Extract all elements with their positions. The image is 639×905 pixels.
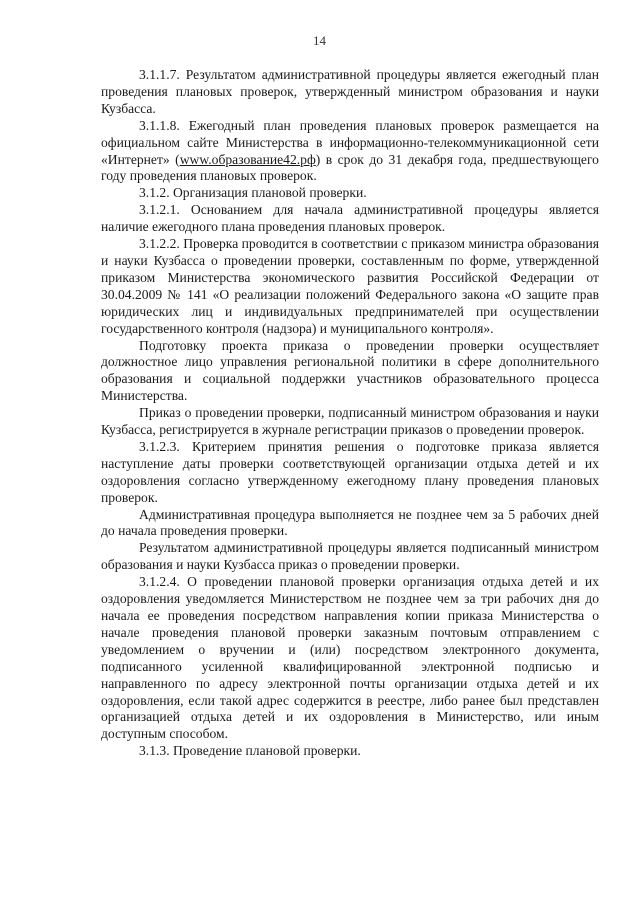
paragraph-text: 3.1.1.8. Ежегодный план проведения плановых проверок размещается на официальном сайте Министерства в информационно-телекоммуникационной сети «Интернет» ( <box>101 117 599 167</box>
website-link[interactable]: www.образование42.рф <box>179 151 316 167</box>
paragraph-text: ) в срок до 31 декабря года, предшествующего году проведения плановых проверок. <box>101 151 599 184</box>
paragraph-order-preparation: Подготовку проекта приказа о проведении проверки осуществляет должностное лицо управления региональной политики в сфере дополнительного образования и социальной поддержки участников образовательного процесса Министерства. <box>101 337 599 404</box>
document-body <box>101 67 599 760</box>
section-heading-3-1-3: 3.1.3. Проведение плановой проверки. <box>139 743 361 759</box>
paragraph-3-1-2-2: 3.1.2.2. Проверка проводится в соответствии с приказом министра образования и науки Кузбасса о проведении проверки, составленным по форме, утвержденной приказом Министерства экономического развития Российской Федерации от 30.04.2009 № 141 «О реализации положений Федерального закона «О защите прав юридических лиц и индивидуальных предпринимателей при осуществлении государственного контроля (надзора) и муниципального контроля». <box>101 236 599 336</box>
paragraph-order-registration: Приказ о проведении проверки, подписанный министром образования и науки Кузбасса, регистрируется в журнале регистрации приказов о проведении проверок. <box>101 405 599 438</box>
paragraph-3-1-2-3: 3.1.2.3. Критерием принятия решения о подготовке приказа является наступление даты проверки соответствующей организации отдыха детей и их оздоровления согласно утвержденному ежегодному плану проведения плановых проверок. <box>101 438 599 505</box>
paragraph-3-1-2-4: 3.1.2.4. О проведении плановой проверки организация отдыха детей и их оздоровления уведомляется Министерством не позднее чем за три рабочих дня до начала ее проведения посредством направления копии приказа Министерства о начале проведения плановой проверки заказным почтовым отправлением с уведомлением о вручении и (или) посредством электронного документа, подписанного усиленной квалифицированной электронной подписью и направленного по адресу электронной почты организации отдыха детей и их оздоровления, если такой адрес содержится в реестре, либо ранее был представлен организацией отдыха детей и их оздоровления в Министерство, или иным доступным способом. <box>101 574 599 742</box>
section-heading-3-1-2: 3.1.2. Организация плановой проверки. <box>139 185 367 201</box>
page-number: 14 <box>313 33 326 48</box>
paragraph-procedure-deadline: Административная процедура выполняется не позднее чем за 5 рабочих дней до начала проведения проверки. <box>101 506 599 539</box>
paragraph-procedure-result: Результатом административной процедуры является подписанный министром образования и науки Кузбасса приказ о проведении проверки. <box>101 540 599 573</box>
paragraph-3-1-1-7: 3.1.1.7. Результатом административной процедуры является ежегодный план проведения плановых проверок, утвержденный министром образования и науки Кузбасса. <box>101 67 599 116</box>
paragraph-3-1-2-1: 3.1.2.1. Основанием для начала административной процедуры является наличие ежегодного плана проведения плановых проверок. <box>101 202 599 235</box>
paragraph-3-1-1-8 <box>101 118 599 186</box>
